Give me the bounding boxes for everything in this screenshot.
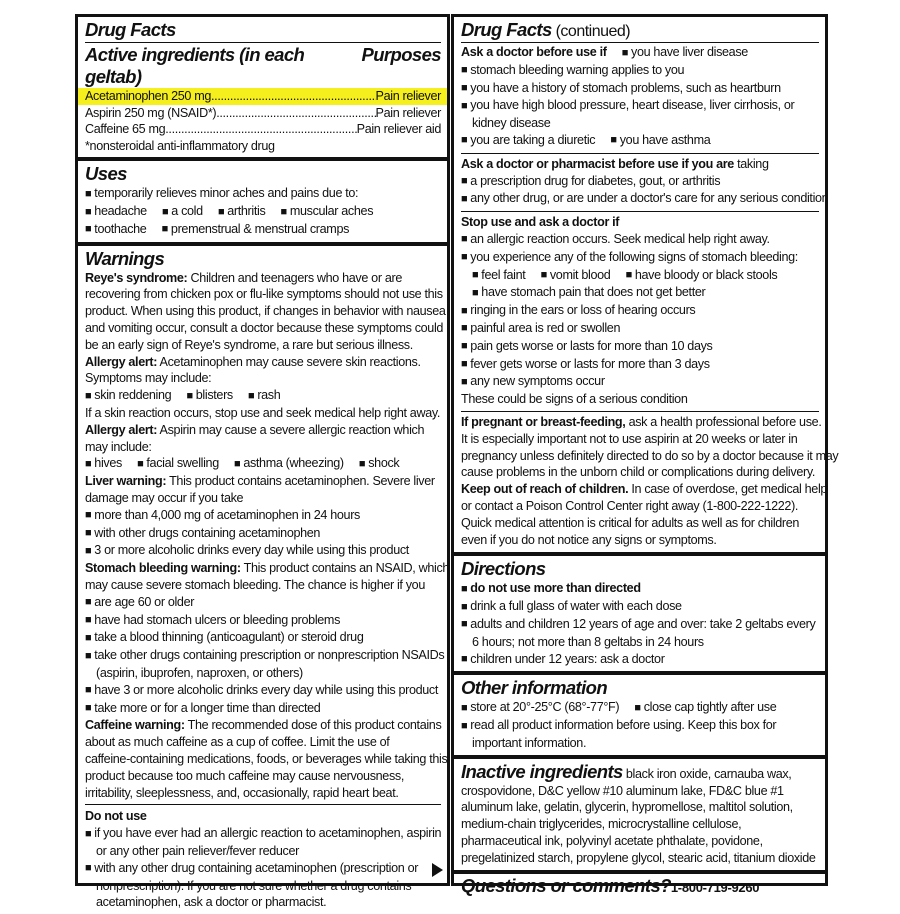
- stomach-item: ■ have 3 or more alcoholic drinks every day while using this product: [85, 682, 441, 700]
- uses-intro: ■ temporarily relieves minor aches and pains due to:: [85, 185, 441, 203]
- ask-doctor-item: ■ you have liver disease: [622, 45, 748, 59]
- stomach-label: Stomach bleeding warning:: [85, 561, 241, 576]
- drug-facts-panel-right: [451, 14, 839, 896]
- stop-use-item: ■ any new symptoms occur: [461, 373, 819, 391]
- ask-pharmacist-section: [461, 153, 829, 211]
- pregnancy-text: It is especially important not to use aspirin at 20 weeks or later in: [461, 431, 798, 446]
- caffeine-text: The recommended dose of this product contains: [184, 718, 442, 733]
- stomach-item: ■ take other drugs containing prescription or nonprescription NSAIDs: [85, 647, 441, 665]
- directions-item: ■ do not use more than directed: [461, 580, 819, 598]
- stomach-signs-row-2: [461, 284, 819, 302]
- ingredient-name: Aspirin 250 mg (NSAID*): [85, 105, 217, 120]
- use-item: ■ headache: [85, 204, 147, 218]
- allergy-text: Acetaminophen may cause severe skin reactions.: [157, 354, 421, 369]
- symptom-item: ■ facial swelling: [137, 456, 219, 470]
- active-ingredients-section: [78, 17, 447, 157]
- reye-line-1: [85, 270, 441, 287]
- reye-text: Children and teenagers who have or are: [187, 270, 402, 285]
- reye-text: be an early sign of Reye's syndrome, a rare but serious illness.: [85, 337, 413, 352]
- leader-dots: [165, 121, 356, 138]
- ask-pharmacist-label: Ask a doctor or pharmacist before use if you are: [461, 156, 734, 171]
- stop-use-item: ■ ringing in the ears or loss of hearing occurs: [461, 302, 819, 320]
- warnings-section: [78, 242, 450, 805]
- ingredient-row-acetaminophen: [78, 88, 447, 105]
- ask-doctor-item: ■ you have a history of stomach problems, such as heartburn: [461, 80, 819, 98]
- stop-use-item: ■ fever gets worse or lasts for more than 3 days: [461, 356, 819, 374]
- stomach-signs-row-1: [461, 267, 819, 285]
- active-ingredients-heading: Active ingredients (in each geltab): [85, 44, 305, 87]
- ask-pharmacist-item: ■ a prescription drug for diabetes, gout, or arthritis: [461, 173, 819, 191]
- directions-section: [454, 552, 825, 671]
- ingredient-purpose: Pain reliever: [375, 105, 441, 120]
- keep-out-text: In case of overdose, get medical help: [628, 482, 828, 497]
- caffeine-text: irritability, sleeplessness, and, occasionally, rapid heart beat.: [85, 785, 399, 800]
- symptom-item: ■ blisters: [186, 388, 232, 402]
- use-item: ■ toothache: [85, 222, 146, 236]
- uses-row-2: [85, 221, 441, 239]
- liver-text: This product contains acetaminophen. Severe liver: [166, 474, 435, 489]
- inactive-text: crospovidone, D&C yellow #10 aluminum lake, FD&C blue #1: [461, 783, 784, 798]
- stomach-item: ■ are age 60 or older: [85, 594, 441, 612]
- stop-use-footer: These could be signs of a serious condition: [461, 392, 688, 407]
- use-item: ■ arthritis: [218, 204, 265, 218]
- inactive-text: pregelatinized starch, propylene glycol, stearic acid, titanium dioxide: [461, 850, 816, 865]
- active-ingredients-header: [85, 44, 441, 88]
- inactive-ingredients-heading: Inactive ingredients: [461, 760, 623, 782]
- allergy-alert-1: [85, 354, 441, 371]
- pregnancy-label: If pregnant or breast-feeding,: [461, 414, 626, 429]
- ask-doctor-label: Ask a doctor before use if: [461, 45, 607, 59]
- caffeine-warning: [85, 717, 441, 734]
- pregnancy-text: pregnancy unless definitely directed to do so by a doctor because it may: [461, 448, 839, 463]
- caffeine-text: caffeine-containing medications, foods, or beverages while taking this: [85, 752, 448, 766]
- questions-phone: 1-800-719-9260: [670, 879, 760, 895]
- continued-header-section: [454, 17, 825, 153]
- ask-doctor-item: ■ stomach bleeding warning applies to you: [461, 62, 819, 80]
- other-item: ■ store at 20°-25°C (68°-77°F): [461, 700, 619, 714]
- use-item: ■ a cold: [162, 204, 203, 218]
- warnings-heading: Warnings: [85, 247, 165, 269]
- keep-out-first-line: [461, 481, 828, 498]
- symptom-item: ■ shock: [359, 456, 399, 470]
- do-not-use-item-cont: or any other pain reliever/fever reducer: [96, 843, 300, 858]
- stop-use-item: ■ painful area is red or swollen: [461, 320, 819, 338]
- reye-text: and vomiting occur, consult a doctor because these symptoms could: [85, 321, 444, 336]
- inactive-text: medium-chain triglycerides, microcrystalline cellulose,: [461, 817, 742, 832]
- drug-facts-continued-title-row: [461, 19, 819, 43]
- leader-dots: [216, 105, 375, 122]
- allergy-label: Allergy alert:: [85, 422, 158, 437]
- drug-facts-panel-left: [75, 14, 450, 910]
- stomach-sign: ■ have stomach pain that does not get better: [472, 285, 705, 299]
- ingredient-purpose: Pain reliever: [375, 89, 441, 103]
- liver-item: ■ with other drugs containing acetaminophen: [85, 525, 441, 543]
- ingredient-name: Acetaminophen 250 mg: [85, 89, 212, 103]
- drug-facts-title: Drug Facts: [461, 19, 552, 40]
- stomach-text: may cause severe stomach bleeding. The chance is higher if you: [85, 578, 425, 593]
- other-row-1: [461, 699, 819, 717]
- ask-doctor-item-cont: kidney disease: [472, 116, 551, 131]
- ask-doctor-item: ■ you have asthma: [610, 133, 710, 147]
- stop-use-item: ■ an allergic reaction occurs. Seek medical help right away.: [461, 231, 819, 249]
- ingredient-row-caffeine: [85, 121, 441, 138]
- ask-doctor-last-row: [461, 132, 819, 150]
- stop-use-item: ■ you experience any of the following signs of stomach bleeding:: [461, 249, 819, 267]
- liver-text: damage may occur if you take: [85, 491, 244, 506]
- allergy-label: Allergy alert:: [85, 354, 158, 369]
- pregnancy-text: cause problems in the unborn child or complications during delivery.: [461, 465, 815, 480]
- caffeine-label: Caffeine warning:: [85, 718, 185, 733]
- keep-out-label: Keep out of reach of children.: [461, 482, 629, 497]
- allergy-alert-2: [85, 422, 441, 439]
- ask-pharmacist-heading-line: [461, 156, 819, 173]
- uses-section: [78, 157, 447, 241]
- liver-warning: [85, 473, 441, 490]
- allergy-1-items: [85, 387, 441, 405]
- purposes-heading: Purposes: [361, 44, 441, 65]
- symptom-item: ■ asthma (wheezing): [234, 456, 344, 470]
- questions-label: Questions or comments?: [461, 874, 671, 896]
- stop-use-heading: Stop use and ask a doctor if: [461, 215, 620, 230]
- ask-doctor-item: ■ you are taking a diuretic: [461, 133, 595, 147]
- do-not-use-section: [85, 804, 441, 914]
- allergy-2-items: [85, 455, 441, 473]
- liver-item: ■ more than 4,000 mg of acetaminophen in 24 hours: [85, 507, 441, 525]
- drug-facts-title: Drug Facts: [85, 19, 176, 40]
- do-not-use-item: ■ if you have ever had an allergic reaction to acetaminophen, aspirin: [85, 825, 441, 843]
- liver-item: ■ 3 or more alcoholic drinks every day while using this product: [85, 542, 441, 560]
- keep-out-text: Quick medical attention is critical for adults as well as for children: [461, 515, 800, 530]
- other-information-section: [454, 671, 825, 754]
- continued-label: (continued): [551, 23, 631, 40]
- stomach-sign: ■ feel faint: [472, 268, 525, 282]
- ask-doctor-first-line: [461, 44, 819, 62]
- inactive-text: pharmaceutical ink, polyvinyl acetate phthalate, povidone,: [461, 834, 763, 849]
- do-not-use-item-cont: nonprescription). If you are not sure whether a drug contains: [96, 878, 412, 893]
- stomach-sign: ■ vomit blood: [541, 268, 611, 282]
- ask-doctor-item: ■ you have high blood pressure, heart disease, liver cirrhosis, or: [461, 97, 819, 115]
- ingredient-name: Caffeine 65 mg: [85, 122, 166, 136]
- inactive-ingredients-section: [454, 755, 825, 870]
- leader-dots: [211, 88, 376, 105]
- pregnancy-section: [461, 411, 839, 552]
- drug-facts-title-row: [85, 19, 441, 43]
- stomach-sign: ■ have bloody or black stools: [626, 268, 778, 282]
- directions-heading: Directions: [461, 558, 546, 580]
- symptom-item: ■ hives: [85, 456, 122, 470]
- do-not-use-heading: Do not use: [85, 809, 147, 824]
- directions-item: ■ children under 12 years: ask a doctor: [461, 651, 819, 669]
- reye-text: recovering from chicken pox or flu-like symptoms should not use this: [85, 287, 443, 302]
- inactive-first-line: [461, 761, 819, 783]
- inactive-text: black iron oxide, carnauba wax,: [622, 766, 792, 781]
- other-information-heading: Other information: [461, 677, 608, 699]
- do-not-use-item-cont: acetaminophen, ask a doctor or pharmacist.: [96, 895, 327, 910]
- allergy-text: If a skin reaction occurs, stop use and seek medical help right away.: [85, 406, 441, 421]
- directions-item-cont: 6 hours; not more than 8 geltabs in 24 hours: [472, 634, 704, 649]
- do-not-use-item: ■ with any other drug containing acetaminophen (prescription or: [85, 860, 441, 878]
- right-triangle-icon: [432, 863, 443, 877]
- stop-use-item: ■ pain gets worse or lasts for more than 10 days: [461, 338, 819, 356]
- allergy-text: Aspirin may cause a severe allergic reaction which: [157, 422, 425, 437]
- reye-text: product. When using this product, if changes in behavior with nausea: [85, 304, 446, 319]
- pregnancy-text: ask a health professional before use.: [625, 414, 822, 429]
- keep-out-text: or contact a Poison Control Center right away (1-800-222-1222).: [461, 498, 799, 513]
- ask-pharmacist-suffix: taking: [733, 156, 769, 171]
- other-item: ■ read all product information before using. Keep this box for: [461, 717, 819, 735]
- keep-out-text: even if you do not notice any signs or symptoms.: [461, 532, 717, 547]
- use-item: ■ premenstrual & menstrual cramps: [162, 222, 349, 236]
- other-item: ■ close cap tightly after use: [634, 700, 776, 714]
- directions-item: ■ adults and children 12 years of age and over: take 2 geltabs every: [461, 616, 819, 634]
- ingredient-purpose: Pain reliever aid: [356, 122, 441, 136]
- nsaid-footnote: *nonsteroidal anti-inflammatory drug: [85, 138, 275, 153]
- stomach-item: ■ take a blood thinning (anticoagulant) or steroid drug: [85, 629, 441, 647]
- stop-use-section: [461, 211, 819, 411]
- stomach-item-cont: (aspirin, ibuprofen, naproxen, or others): [96, 666, 303, 681]
- caffeine-text: product because too much caffeine may cause nervousness,: [85, 768, 404, 783]
- symptom-item: ■ rash: [248, 388, 280, 402]
- caffeine-text: about as much caffeine as a cup of coffee. Limit the use of: [85, 735, 390, 750]
- symptom-item: ■ skin reddening: [85, 388, 171, 402]
- allergy-text: may include:: [85, 439, 152, 454]
- stomach-item: ■ have had stomach ulcers or bleeding problems: [85, 612, 441, 630]
- directions-item: ■ drink a full glass of water with each dose: [461, 598, 819, 616]
- uses-row-1: [85, 203, 441, 221]
- questions-section: [454, 870, 825, 900]
- allergy-text: Symptoms may include:: [85, 371, 212, 386]
- pregnancy-first-line: [461, 414, 822, 431]
- ask-pharmacist-item: ■ any other drug, or are under a doctor's care for any serious condition: [461, 190, 819, 208]
- use-item: ■ muscular aches: [281, 204, 374, 218]
- stomach-warning: [85, 560, 450, 577]
- inactive-text: aluminum lake, gelatin, glycerin, hypromellose, maltitol solution,: [461, 800, 793, 815]
- uses-heading: Uses: [85, 163, 127, 185]
- stomach-item: ■ take more or for a longer time than directed: [85, 700, 441, 718]
- other-item-cont: important information.: [472, 735, 587, 750]
- ingredient-row-aspirin: [85, 105, 441, 122]
- liver-label: Liver warning:: [85, 474, 167, 489]
- stomach-text: This product contains an NSAID, which: [240, 561, 450, 576]
- reye-label: Reye's syndrome:: [85, 270, 188, 285]
